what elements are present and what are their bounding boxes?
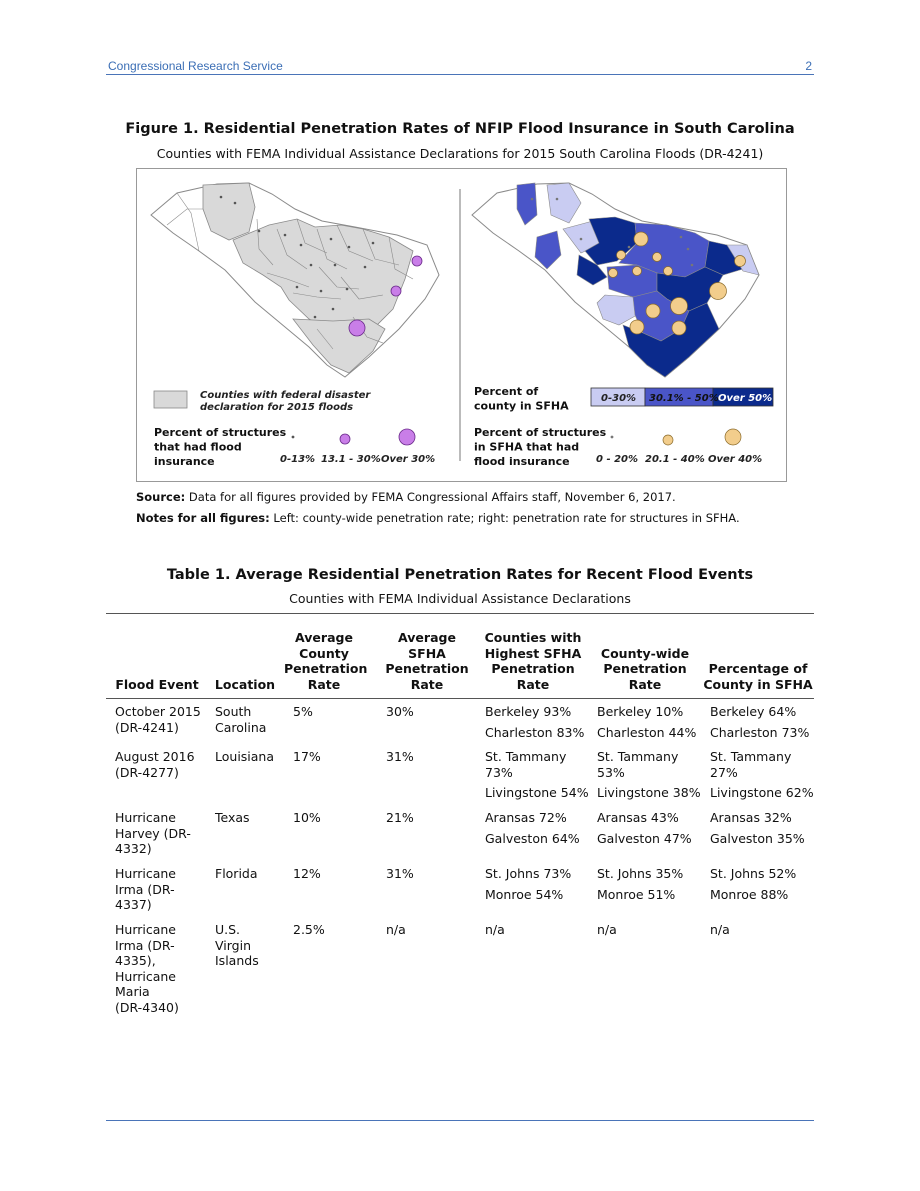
- figure-subtitle: Counties with FEMA Individual Assistance Declarations for 2015 South Carolina Floods (DR-4241): [156, 146, 764, 161]
- cell-highest: Berkeley 93% Charleston 83%: [485, 704, 585, 740]
- header-org: Congressional Research Service: [108, 59, 283, 73]
- cell-event: Hurricane Harvey (DR-4332): [115, 810, 191, 856]
- table-subtitle: Counties with FEMA Individual Assistance Declarations: [289, 591, 631, 606]
- right-structures-title-2: in SFHA that had: [474, 440, 580, 454]
- header-location: Location: [214, 676, 276, 692]
- sfha-title-1: Percent of: [474, 385, 539, 398]
- left-structures-title-1: Percent of structures: [154, 426, 287, 439]
- svg-text:Percent of structures th: [154, 426, 290, 468]
- cell-highest: n/a: [485, 922, 505, 937]
- cell-pct-sfha: Aransas 32% Galveston 35%: [710, 810, 805, 846]
- left-bin-1: 0-13%: [280, 454, 316, 465]
- figure-maps: [136, 168, 787, 482]
- cell-location: Louisiana: [215, 749, 275, 764]
- cell-avg-county: 2.5%: [293, 922, 325, 937]
- cell-pct-sfha: St. Tammany 27% Livingstone 62%: [710, 749, 814, 800]
- sfha-bin-1: 0-30%: [601, 393, 637, 404]
- cell-location: South Carolina: [215, 704, 267, 735]
- header-flood-event: Flood Event: [115, 676, 199, 692]
- svg-text:Counties with federal disaster: [200, 390, 374, 413]
- cell-highest: St. Johns 73% Monroe 54%: [485, 866, 572, 902]
- cell-highest: Aransas 72% Galveston 64%: [485, 810, 580, 846]
- table-top-rule: [106, 613, 814, 614]
- cell-location: Texas: [215, 810, 250, 825]
- cell-avg-county: 10%: [293, 810, 321, 825]
- page-header: [106, 58, 814, 75]
- left-bin-dot-1: [292, 436, 295, 439]
- right-bin-dot-2: [663, 435, 673, 445]
- cell-avg-county: 5%: [293, 704, 313, 719]
- cell-avg-county: 17%: [293, 749, 321, 764]
- sfha-title-2: county in SFHA: [474, 399, 569, 413]
- right-bin-dot-3: [725, 429, 741, 445]
- left-bin-2: 13.1 - 30%: [321, 454, 381, 465]
- figure-notes: [136, 511, 740, 525]
- cell-avg-sfha: 21%: [386, 810, 414, 825]
- left-structures-title-2: that had flood: [154, 440, 242, 454]
- right-map: [472, 183, 759, 377]
- notes-label: Notes for all figures:: [136, 511, 270, 525]
- footer-rule: [106, 1120, 814, 1121]
- cell-event: October 2015 (DR-4241): [115, 704, 201, 735]
- source-note: [136, 490, 676, 504]
- cell-avg-sfha: 31%: [386, 749, 414, 764]
- cell-avg-sfha: 30%: [386, 704, 414, 719]
- maps-svg: [137, 169, 786, 481]
- source-text: Data for all figures provided by FEMA Congressional Affairs staff, November 6, 2017.: [188, 490, 676, 504]
- header-pct-sfha: Percentage of County in SFHA: [703, 661, 813, 692]
- right-bin-2: 20.1 - 40%: [645, 454, 705, 465]
- cell-avg-sfha: n/a: [386, 922, 406, 937]
- notes-text: Left: county-wide penetration rate; right: penetration rate for structures in SFHA.: [273, 511, 740, 525]
- cell-countywide: Berkeley 10% Charleston 44%: [597, 704, 697, 740]
- cell-avg-sfha: 31%: [386, 866, 414, 881]
- cell-countywide: St. Johns 35% Monroe 51%: [597, 866, 684, 902]
- sfha-bin-2: 30.1% - 50%: [649, 393, 719, 404]
- left-bin-3: Over 30%: [381, 454, 436, 465]
- svg-text:Percent of county in SFH: [474, 385, 569, 413]
- cell-pct-sfha: n/a: [710, 922, 730, 937]
- cell-pct-sfha: St. Johns 52% Monroe 88%: [710, 866, 797, 902]
- cell-countywide: St. Tammany 53% Livingstone 38%: [597, 749, 701, 800]
- right-structures-title-3: flood insurance: [474, 455, 570, 468]
- left-bin-dot-3: [399, 429, 415, 445]
- header-highest: Counties with Highest SFHA Penetration Rate: [484, 630, 582, 692]
- cell-avg-county: 12%: [293, 866, 321, 881]
- right-bin-1: 0 - 20%: [596, 454, 639, 465]
- svg-text:Percent of structures in: [474, 426, 610, 468]
- right-bin-3: Over 40%: [708, 454, 763, 465]
- left-structures-title-3: insurance: [154, 455, 215, 468]
- header-countywide: County-wide Penetration Rate: [600, 645, 690, 692]
- header-avg-sfha: Average SFHA Penetration Rate: [385, 630, 469, 692]
- header-avg-county: Average County Penetration Rate: [284, 630, 368, 692]
- figure-title: Figure 1. Residential Penetration Rates of NFIP Flood Insurance in South Carolina: [125, 121, 795, 137]
- cell-countywide: Aransas 43% Galveston 47%: [597, 810, 692, 846]
- cell-event: Hurricane Irma (DR-4337): [115, 866, 176, 912]
- cell-location: Florida: [215, 866, 258, 881]
- cell-location: U.S. Virgin Islands: [215, 922, 259, 968]
- left-bin-dot-2: [340, 434, 350, 444]
- sfha-bin-3: Over 50%: [718, 393, 773, 404]
- table-title: Table 1. Average Residential Penetration Rates for Recent Flood Events: [166, 567, 754, 583]
- cell-countywide: n/a: [597, 922, 617, 937]
- left-map: [151, 183, 439, 377]
- right-bin-dot-1: [611, 436, 614, 439]
- table-header-rule: [106, 698, 814, 699]
- source-label: Source:: [136, 490, 186, 504]
- cell-event: August 2016 (DR-4277): [115, 749, 195, 780]
- cell-event: Hurricane Irma (DR-4335), Hurricane Maria (DR-4340): [115, 922, 179, 1015]
- declared-label-1: Counties with federal disaster: [200, 390, 371, 401]
- right-structures-title-1: Percent of structures: [474, 426, 607, 439]
- declared-swatch: [154, 391, 187, 408]
- cell-highest: St. Tammany 73% Livingstone 54%: [485, 749, 589, 800]
- cell-pct-sfha: Berkeley 64% Charleston 73%: [710, 704, 810, 740]
- declared-label-2: declaration for 2015 floods: [200, 402, 354, 413]
- page-number: 2: [805, 59, 812, 73]
